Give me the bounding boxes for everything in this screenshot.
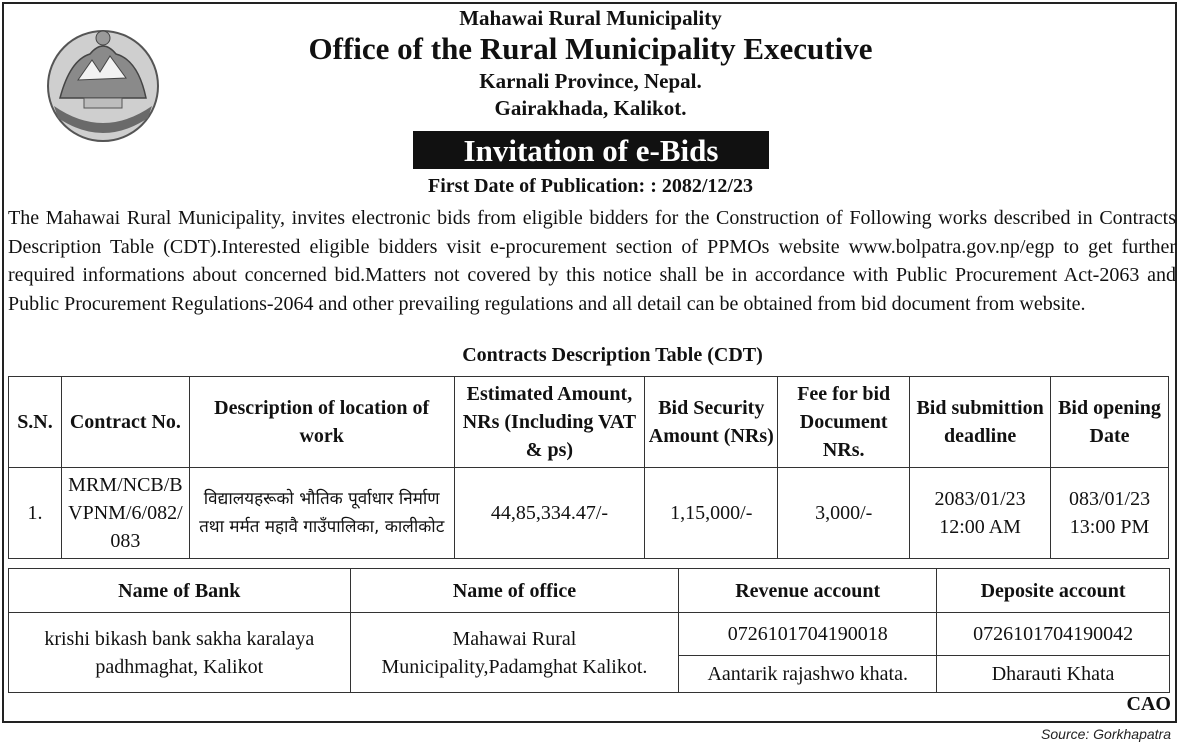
cell-office-name: Mahawai Rural Municipality,Padamghat Kalikot. [350,613,679,693]
col-header-contract: Contract No. [61,377,189,468]
office-title: Office of the Rural Municipality Executive [308,31,873,66]
table-header-row [9,377,1169,468]
cell-security: 1,15,000/- [645,468,778,559]
cell-bank-name: krishi bikash bank sakha karalaya padhmaghat, Kalikot [9,613,351,693]
location-line: Gairakhada, Kalikot. [494,96,687,120]
cell-deposit-number: 0726101704190042 [937,613,1170,656]
opening-date: 083/01/23 [1068,488,1151,510]
col-header-opening: Bid opening Date [1051,377,1169,468]
col-header-deposit: Deposite account [937,569,1170,613]
table-row [9,613,1170,656]
opening-time: 13:00 PM [1069,516,1150,538]
cell-revenue-number: 0726101704190018 [679,613,937,656]
notice-body: The Mahawai Rural Municipality, invites electronic bids from eligible bidders for the Construction of Following works described in Contracts Description Table (CDT).Interested eligible bidders visit e-procurement section of PPMOs website www.bolpatra.gov.np/egp to get further required informations about concerned bid.Matters not covered by this notice shall be in accordance with Public Procurement Act-2063 and Public Procurement Regulations-2064 and other prevailing regulations and all detail can be obtained from bid document from website. [8,207,1176,315]
col-header-description: Description of location of work [189,377,454,468]
col-header-revenue: Revenue account [679,569,937,613]
bank-header-row [9,569,1170,613]
municipality-name: Mahawai Rural Municipality [459,6,722,30]
col-header-security: Bid Security Amount (NRs) [645,377,778,468]
col-header-amount: Estimated Amount, NRs (Including VAT & ps) [454,377,645,468]
cell-contract: MRM/NCB/BVPNM/6/082/083 [61,468,189,559]
cell-revenue-name: Aantarik rajashwo khata. [679,656,937,693]
deadline-time: 12:00 AM [939,516,1021,538]
bank-table [8,568,1170,693]
contracts-table [8,376,1169,559]
deadline-date: 2083/01/23 [934,488,1026,510]
publication-date: First Date of Publication: : 2082/12/23 [428,175,753,197]
col-header-sn: S.N. [9,377,62,468]
notice-title-banner: Invitation of e-Bids [413,131,769,169]
cell-deposit-name: Dharauti Khata [937,656,1170,693]
col-header-fee: Fee for bid Document NRs. [778,377,910,468]
cdt-title: Contracts Description Table (CDT) [462,344,763,366]
col-header-office: Name of office [350,569,679,613]
signatory: CAO [1126,693,1171,715]
cell-description: विद्यालयहरूको भौतिक पूर्वाधार निर्माण तथा मर्मत महावै गाउँपालिका, कालीकोट [189,468,454,559]
cell-amount: 44,85,334.47/- [454,468,645,559]
source-credit: Source: Gorkhapatra [1041,726,1171,742]
table-row [9,468,1169,559]
cell-fee: 3,000/- [778,468,910,559]
cell-sn: 1. [9,468,62,559]
province-line: Karnali Province, Nepal. [479,69,702,93]
col-header-bank: Name of Bank [9,569,351,613]
cell-opening [1051,468,1169,559]
cell-deadline [910,468,1051,559]
col-header-deadline: Bid submittion deadline [910,377,1051,468]
